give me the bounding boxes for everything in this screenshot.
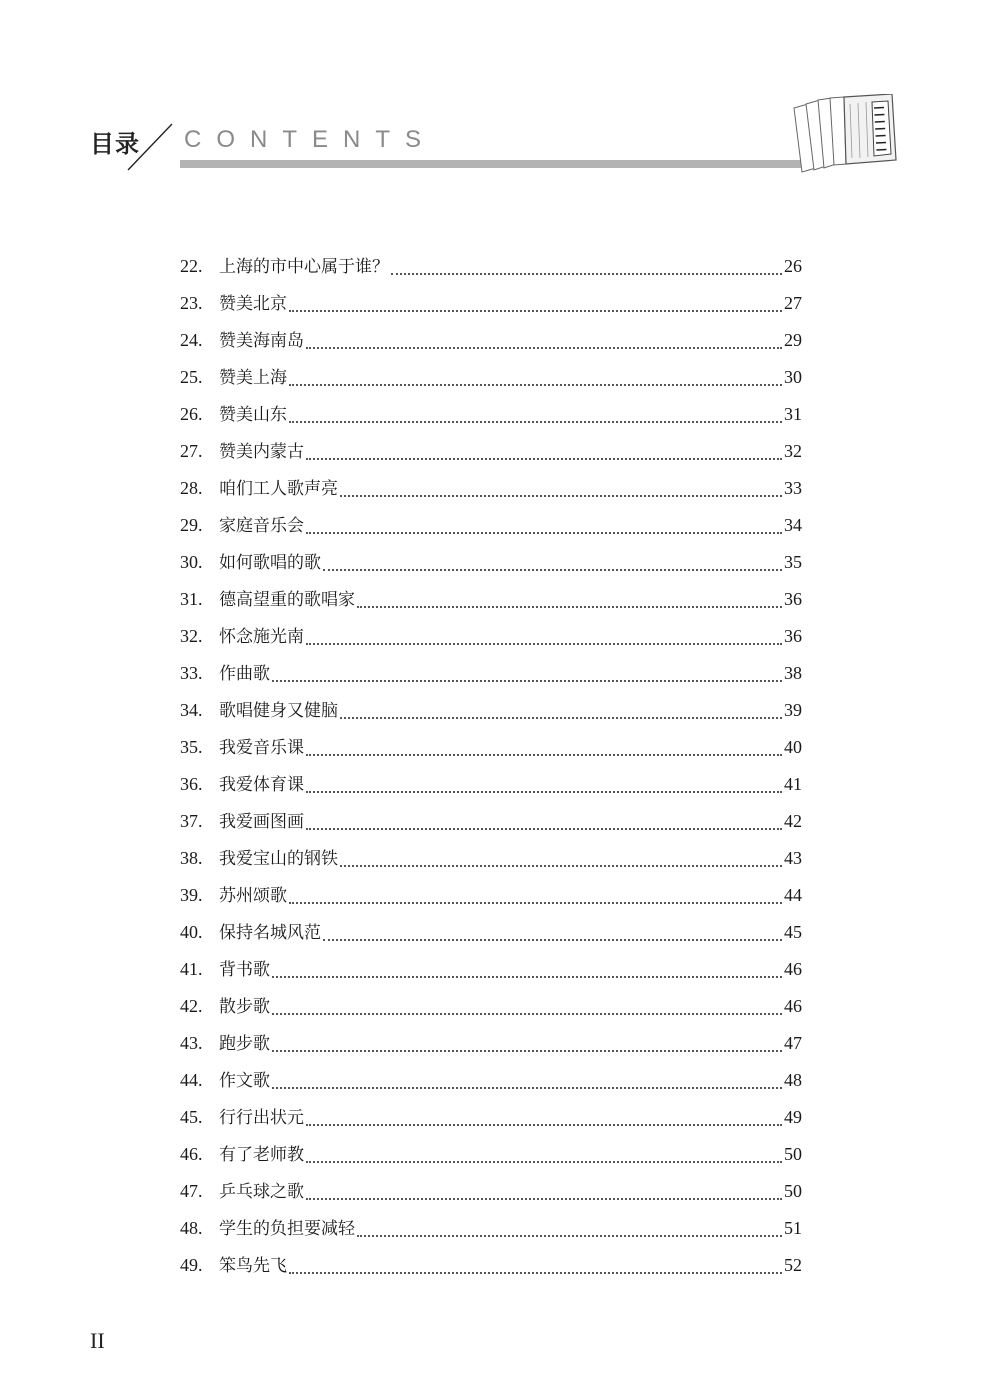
toc-entry-number: 25.	[180, 367, 203, 387]
toc-entry-number: 46.	[180, 1144, 203, 1164]
accordion-icon	[788, 94, 900, 176]
toc-entry-page: 27	[784, 293, 802, 313]
toc-entry-title: 赞美山东	[219, 405, 287, 425]
toc-entry-title: 德高望重的歌唱家	[219, 590, 355, 610]
toc-entry-number: 34.	[180, 700, 203, 720]
toc-entry-title: 赞美上海	[219, 368, 287, 388]
toc-entry-page: 36	[784, 626, 802, 646]
toc-entry-number: 23.	[180, 293, 203, 313]
toc-entry	[180, 1066, 802, 1103]
dot-leader	[306, 754, 782, 756]
dot-leader	[306, 1198, 782, 1200]
toc-entry-page: 51	[784, 1218, 802, 1238]
toc-entry	[180, 622, 802, 659]
toc-entry-page: 31	[784, 404, 802, 424]
dot-leader	[357, 606, 782, 608]
toc-entry-title: 歌唱健身又健脑	[219, 701, 338, 721]
dot-leader	[306, 643, 782, 645]
toc-entry-number: 39.	[180, 885, 203, 905]
dot-leader	[306, 1161, 782, 1163]
toc-entry-page: 32	[784, 441, 802, 461]
toc-entry-title: 苏州颂歌	[219, 886, 287, 906]
dot-leader	[289, 902, 782, 904]
toc-entry-number: 33.	[180, 663, 203, 683]
toc-entry	[180, 1177, 802, 1214]
dot-leader	[306, 828, 782, 830]
toc-entry	[180, 511, 802, 548]
toc-entry-title: 如何歌唱的歌	[219, 553, 321, 573]
dot-leader	[306, 347, 782, 349]
toc-entry-number: 47.	[180, 1181, 203, 1201]
toc-entry-title: 学生的负担要减轻	[219, 1219, 355, 1239]
dot-leader	[272, 1087, 782, 1089]
dot-leader	[289, 1272, 782, 1274]
dot-leader	[306, 1124, 782, 1126]
toc-entry-title: 咱们工人歌声亮	[219, 479, 338, 499]
toc-entry	[180, 474, 802, 511]
header-rule	[180, 160, 810, 168]
toc-entry-page: 50	[784, 1144, 802, 1164]
toc-entry-number: 49.	[180, 1255, 203, 1275]
dot-leader	[306, 791, 782, 793]
toc-entry-page: 30	[784, 367, 802, 387]
dot-leader	[323, 569, 782, 571]
toc-entry-page: 48	[784, 1070, 802, 1090]
toc-entry	[180, 770, 802, 807]
toc-entry-title: 我爱宝山的钢铁	[219, 849, 338, 869]
toc-entry	[180, 992, 802, 1029]
toc-entry-title: 我爱音乐课	[219, 738, 304, 758]
toc-entry-number: 42.	[180, 996, 203, 1016]
toc-entry-title: 我爱体育课	[219, 775, 304, 795]
toc-entry	[180, 807, 802, 844]
toc-entry-number: 28.	[180, 478, 203, 498]
dot-leader	[272, 1050, 782, 1052]
toc-entry-page: 49	[784, 1107, 802, 1127]
toc-entry-number: 36.	[180, 774, 203, 794]
dot-leader	[289, 384, 782, 386]
toc-entry-page: 41	[784, 774, 802, 794]
toc-entry-number: 24.	[180, 330, 203, 350]
toc-entry	[180, 844, 802, 881]
toc-entry	[180, 1251, 802, 1288]
toc-entry-page: 46	[784, 959, 802, 979]
toc-entry	[180, 881, 802, 918]
toc-entry-title: 散步歌	[219, 997, 270, 1017]
toc-entry-page: 35	[784, 552, 802, 572]
toc-entry-number: 22.	[180, 256, 203, 276]
slash-divider	[126, 120, 176, 172]
toc-entry-page: 39	[784, 700, 802, 720]
toc-entry-page: 46	[784, 996, 802, 1016]
toc-entry	[180, 733, 802, 770]
toc-entry-page: 43	[784, 848, 802, 868]
contents-title-english: CONTENTS	[184, 126, 436, 153]
toc-entry-number: 37.	[180, 811, 203, 831]
toc-entry-title: 背书歌	[219, 960, 270, 980]
toc-entry-title: 跑步歌	[219, 1034, 270, 1054]
toc-entry-page: 42	[784, 811, 802, 831]
toc-entry	[180, 1214, 802, 1251]
table-of-contents	[180, 252, 802, 1288]
toc-entry	[180, 585, 802, 622]
toc-entry	[180, 1140, 802, 1177]
toc-entry-page: 33	[784, 478, 802, 498]
dot-leader	[306, 532, 782, 534]
toc-entry-number: 35.	[180, 737, 203, 757]
toc-entry-number: 43.	[180, 1033, 203, 1053]
toc-entry-page: 40	[784, 737, 802, 757]
toc-entry	[180, 1103, 802, 1140]
toc-entry-page: 50	[784, 1181, 802, 1201]
toc-entry-number: 38.	[180, 848, 203, 868]
dot-leader	[323, 939, 782, 941]
toc-entry-page: 47	[784, 1033, 802, 1053]
toc-entry-title: 笨鸟先飞	[219, 1256, 287, 1276]
dot-leader	[272, 976, 782, 978]
toc-entry	[180, 548, 802, 585]
dot-leader	[272, 680, 782, 682]
toc-entry-title: 赞美海南岛	[219, 331, 304, 351]
toc-entry	[180, 696, 802, 733]
toc-entry-title: 怀念施光南	[219, 627, 304, 647]
dot-leader	[289, 310, 782, 312]
toc-entry-title: 作曲歌	[219, 664, 270, 684]
toc-entry-number: 31.	[180, 589, 203, 609]
toc-entry-title: 赞美北京	[219, 294, 287, 314]
toc-entry-number: 32.	[180, 626, 203, 646]
dot-leader	[340, 495, 782, 497]
dot-leader	[391, 273, 782, 275]
toc-entry-number: 30.	[180, 552, 203, 572]
dot-leader	[272, 1013, 782, 1015]
toc-entry	[180, 1029, 802, 1066]
toc-entry-title: 作文歌	[219, 1071, 270, 1091]
toc-entry	[180, 252, 802, 289]
toc-entry-title: 乒乓球之歌	[219, 1182, 304, 1202]
toc-entry-title: 上海的市中心属于谁？	[219, 257, 389, 277]
toc-entry	[180, 400, 802, 437]
toc-entry-page: 44	[784, 885, 802, 905]
toc-entry	[180, 955, 802, 992]
toc-entry	[180, 437, 802, 474]
toc-entry-title: 我爱画图画	[219, 812, 304, 832]
toc-entry-number: 40.	[180, 922, 203, 942]
toc-entry-number: 41.	[180, 959, 203, 979]
toc-entry	[180, 363, 802, 400]
toc-entry	[180, 289, 802, 326]
toc-entry	[180, 326, 802, 363]
toc-entry-title: 保持名城风范	[219, 923, 321, 943]
page-header	[0, 0, 1000, 200]
dot-leader	[306, 458, 782, 460]
toc-entry-page: 45	[784, 922, 802, 942]
dot-leader	[340, 865, 782, 867]
toc-entry-page: 36	[784, 589, 802, 609]
toc-entry-page: 38	[784, 663, 802, 683]
toc-entry-number: 27.	[180, 441, 203, 461]
toc-entry-number: 44.	[180, 1070, 203, 1090]
toc-entry	[180, 918, 802, 955]
page-number: II	[90, 1328, 105, 1353]
toc-entry-page: 26	[784, 256, 802, 276]
contents-title-chinese: 目录	[90, 130, 140, 158]
toc-entry-title: 赞美内蒙古	[219, 442, 304, 462]
toc-entry-title: 有了老师教	[219, 1145, 304, 1165]
toc-entry-page: 29	[784, 330, 802, 350]
toc-entry-number: 45.	[180, 1107, 203, 1127]
dot-leader	[340, 717, 782, 719]
toc-entry-title: 行行出状元	[219, 1108, 304, 1128]
toc-entry	[180, 659, 802, 696]
toc-entry-page: 52	[784, 1255, 802, 1275]
toc-entry-number: 48.	[180, 1218, 203, 1238]
dot-leader	[357, 1235, 782, 1237]
toc-entry-page: 34	[784, 515, 802, 535]
toc-entry-number: 29.	[180, 515, 203, 535]
toc-entry-title: 家庭音乐会	[219, 516, 304, 536]
dot-leader	[289, 421, 782, 423]
toc-entry-number: 26.	[180, 404, 203, 424]
